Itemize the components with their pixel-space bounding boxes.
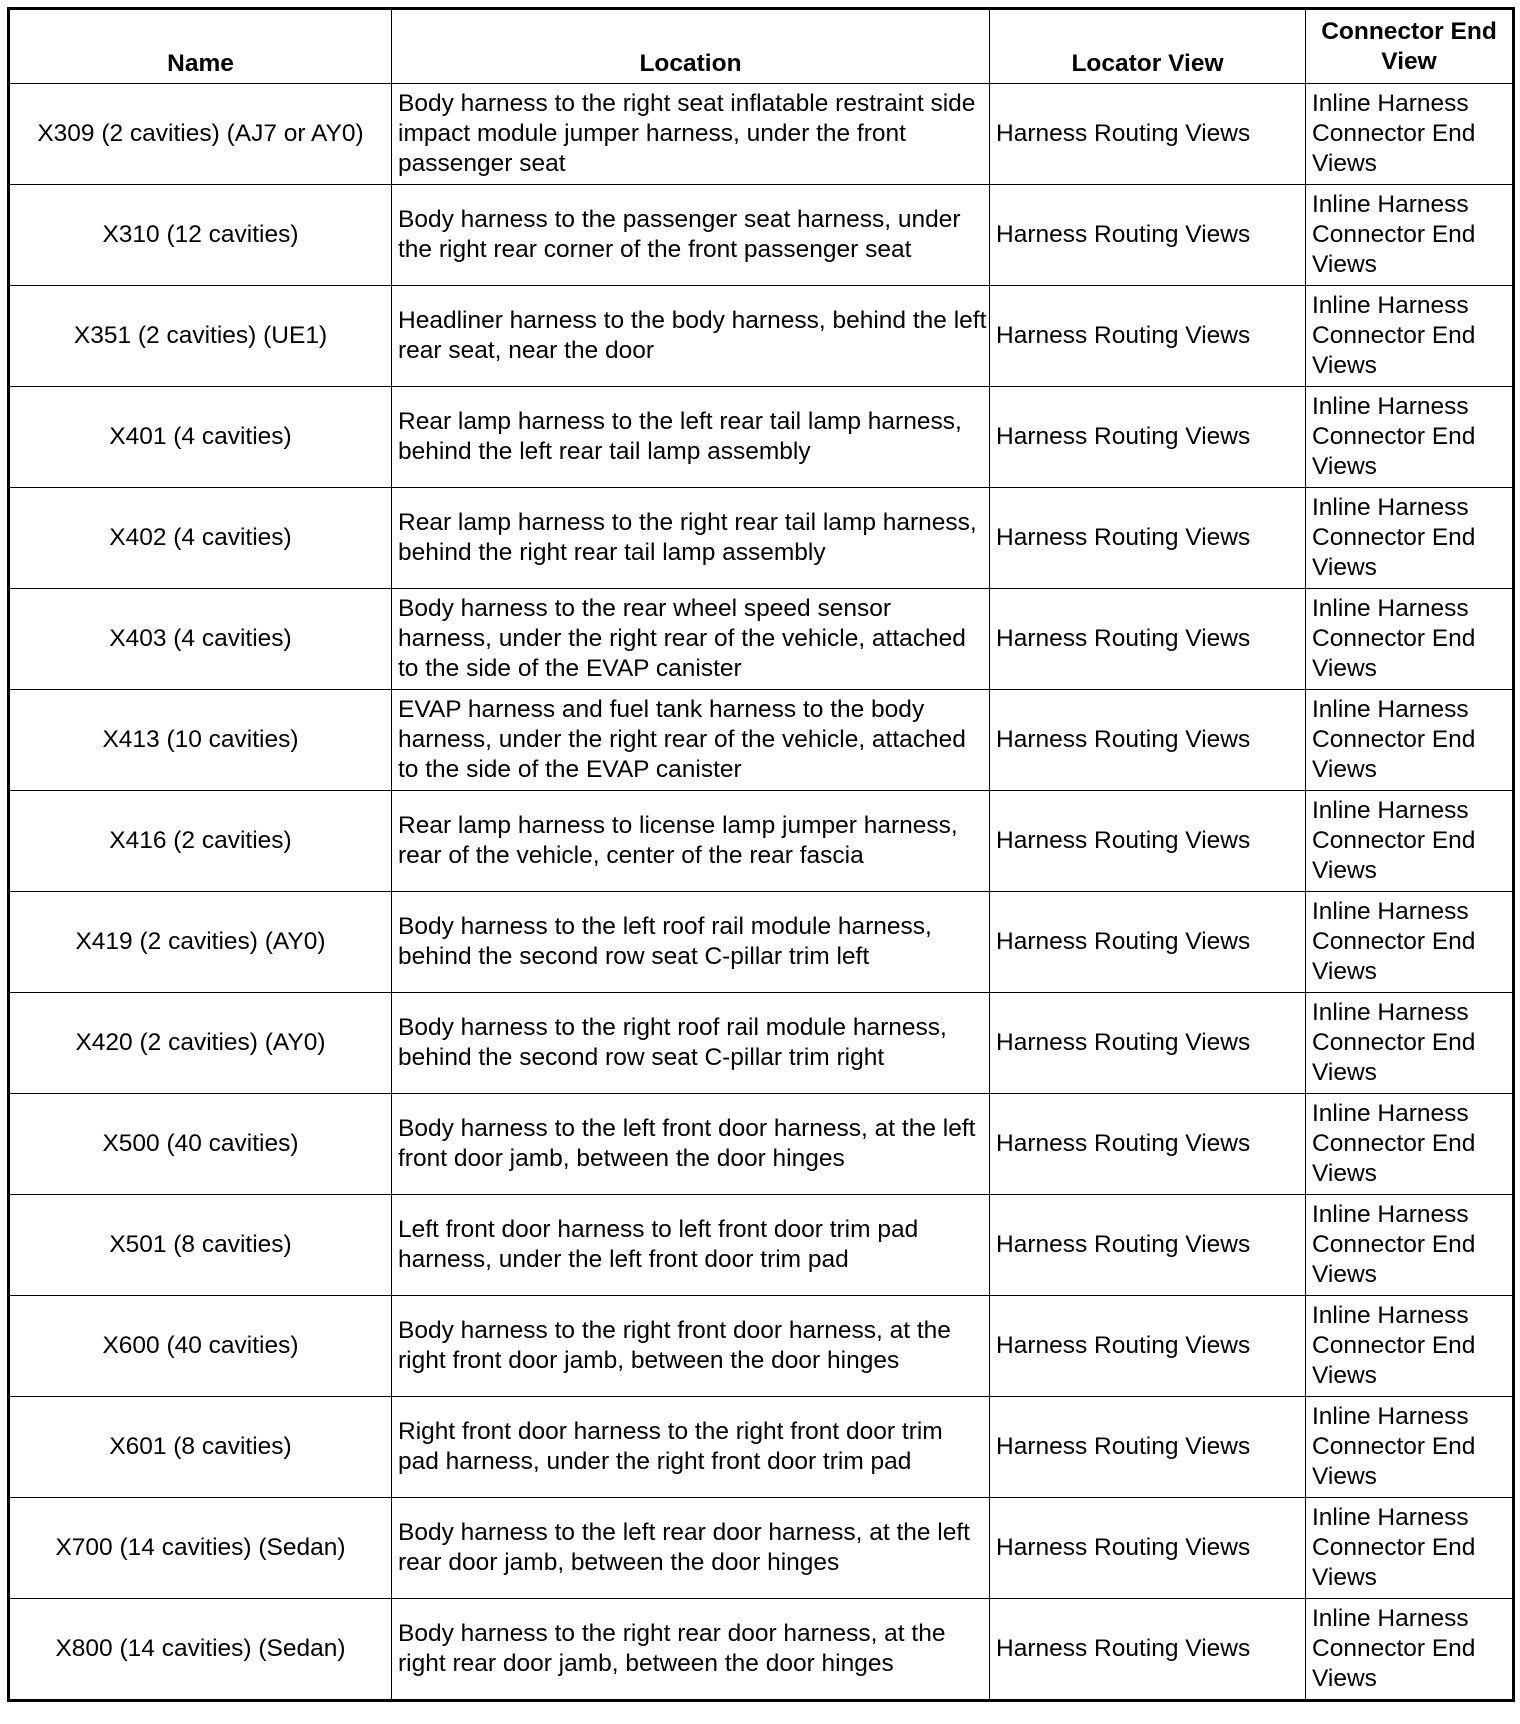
cell-location: Body harness to the right roof rail module harness, behind the second row seat C-pillar trim right xyxy=(392,993,990,1094)
header-locator-view: Locator View xyxy=(990,9,1306,84)
cell-connector-end-view-link[interactable]: Inline Harness Connector End Views xyxy=(1306,589,1514,690)
cell-location: Body harness to the left rear door harness, at the left rear door jamb, between the door hinges xyxy=(392,1498,990,1599)
cell-location: Rear lamp harness to the right rear tail lamp harness, behind the right rear tail lamp assembly xyxy=(392,488,990,589)
cell-connector-end-view-link[interactable]: Inline Harness Connector End Views xyxy=(1306,1498,1514,1599)
table-row xyxy=(9,84,1514,185)
cell-name: X601 (8 cavities) xyxy=(9,1397,392,1498)
cell-connector-end-view-link[interactable]: Inline Harness Connector End Views xyxy=(1306,1599,1514,1701)
cell-locator-view-link[interactable]: Harness Routing Views xyxy=(990,1599,1306,1701)
cell-locator-view-link[interactable]: Harness Routing Views xyxy=(990,488,1306,589)
table-row xyxy=(9,1397,1514,1498)
cell-locator-view-link[interactable]: Harness Routing Views xyxy=(990,993,1306,1094)
cell-locator-view-link[interactable]: Harness Routing Views xyxy=(990,1296,1306,1397)
cell-name: X420 (2 cavities) (AY0) xyxy=(9,993,392,1094)
table-body xyxy=(9,84,1514,1701)
table-row xyxy=(9,1296,1514,1397)
cell-locator-view-link[interactable]: Harness Routing Views xyxy=(990,690,1306,791)
cell-name: X401 (4 cavities) xyxy=(9,387,392,488)
cell-locator-view-link[interactable]: Harness Routing Views xyxy=(990,1397,1306,1498)
cell-location: Body harness to the left roof rail module harness, behind the second row seat C-pillar trim left xyxy=(392,892,990,993)
cell-locator-view-link[interactable]: Harness Routing Views xyxy=(990,185,1306,286)
cell-name: X309 (2 cavities) (AJ7 or AY0) xyxy=(9,84,392,185)
cell-location: Left front door harness to left front door trim pad harness, under the left front door trim pad xyxy=(392,1195,990,1296)
cell-locator-view-link[interactable]: Harness Routing Views xyxy=(990,286,1306,387)
cell-location: Rear lamp harness to the left rear tail lamp harness, behind the left rear tail lamp assembly xyxy=(392,387,990,488)
cell-location: Body harness to the right seat inflatable restraint side impact module jumper harness, under the front passenger seat xyxy=(392,84,990,185)
cell-connector-end-view-link[interactable]: Inline Harness Connector End Views xyxy=(1306,1296,1514,1397)
cell-name: X600 (40 cavities) xyxy=(9,1296,392,1397)
cell-locator-view-link[interactable]: Harness Routing Views xyxy=(990,84,1306,185)
table-row xyxy=(9,387,1514,488)
cell-location: Body harness to the rear wheel speed sensor harness, under the right rear of the vehicle, attached to the side of the EVAP canister xyxy=(392,589,990,690)
cell-name: X413 (10 cavities) xyxy=(9,690,392,791)
cell-name: X310 (12 cavities) xyxy=(9,185,392,286)
table-row xyxy=(9,1195,1514,1296)
cell-name: X500 (40 cavities) xyxy=(9,1094,392,1195)
table-row xyxy=(9,1094,1514,1195)
connector-table xyxy=(7,7,1515,1702)
cell-location: EVAP harness and fuel tank harness to the body harness, under the right rear of the vehicle, attached to the side of the EVAP canister xyxy=(392,690,990,791)
cell-location: Right front door harness to the right front door trim pad harness, under the right front door trim pad xyxy=(392,1397,990,1498)
cell-locator-view-link[interactable]: Harness Routing Views xyxy=(990,1498,1306,1599)
table-row xyxy=(9,488,1514,589)
cell-name: X402 (4 cavities) xyxy=(9,488,392,589)
table-row xyxy=(9,892,1514,993)
cell-location: Body harness to the right front door harness, at the right front door jamb, between the door hinges xyxy=(392,1296,990,1397)
table-row xyxy=(9,993,1514,1094)
cell-connector-end-view-link[interactable]: Inline Harness Connector End Views xyxy=(1306,185,1514,286)
cell-location: Body harness to the passenger seat harness, under the right rear corner of the front passenger seat xyxy=(392,185,990,286)
table-row xyxy=(9,286,1514,387)
table-row xyxy=(9,589,1514,690)
cell-location: Headliner harness to the body harness, behind the left rear seat, near the door xyxy=(392,286,990,387)
header-location: Location xyxy=(392,9,990,84)
header-connector-end-view: Connector End View xyxy=(1306,9,1514,84)
cell-connector-end-view-link[interactable]: Inline Harness Connector End Views xyxy=(1306,791,1514,892)
cell-locator-view-link[interactable]: Harness Routing Views xyxy=(990,387,1306,488)
cell-connector-end-view-link[interactable]: Inline Harness Connector End Views xyxy=(1306,1195,1514,1296)
cell-location: Rear lamp harness to license lamp jumper harness, rear of the vehicle, center of the rear fascia xyxy=(392,791,990,892)
table-row xyxy=(9,1599,1514,1701)
cell-connector-end-view-link[interactable]: Inline Harness Connector End Views xyxy=(1306,488,1514,589)
cell-connector-end-view-link[interactable]: Inline Harness Connector End Views xyxy=(1306,993,1514,1094)
cell-name: X700 (14 cavities) (Sedan) xyxy=(9,1498,392,1599)
cell-location: Body harness to the right rear door harness, at the right rear door jamb, between the door hinges xyxy=(392,1599,990,1701)
cell-connector-end-view-link[interactable]: Inline Harness Connector End Views xyxy=(1306,1094,1514,1195)
cell-location: Body harness to the left front door harness, at the left front door jamb, between the door hinges xyxy=(392,1094,990,1195)
cell-connector-end-view-link[interactable]: Inline Harness Connector End Views xyxy=(1306,286,1514,387)
table-row xyxy=(9,185,1514,286)
cell-locator-view-link[interactable]: Harness Routing Views xyxy=(990,1094,1306,1195)
cell-locator-view-link[interactable]: Harness Routing Views xyxy=(990,1195,1306,1296)
cell-name: X351 (2 cavities) (UE1) xyxy=(9,286,392,387)
cell-connector-end-view-link[interactable]: Inline Harness Connector End Views xyxy=(1306,892,1514,993)
cell-name: X800 (14 cavities) (Sedan) xyxy=(9,1599,392,1701)
table-row xyxy=(9,791,1514,892)
cell-connector-end-view-link[interactable]: Inline Harness Connector End Views xyxy=(1306,84,1514,185)
cell-locator-view-link[interactable]: Harness Routing Views xyxy=(990,791,1306,892)
cell-locator-view-link[interactable]: Harness Routing Views xyxy=(990,892,1306,993)
cell-connector-end-view-link[interactable]: Inline Harness Connector End Views xyxy=(1306,1397,1514,1498)
connector-table-container xyxy=(7,7,1512,1702)
cell-name: X403 (4 cavities) xyxy=(9,589,392,690)
cell-name: X416 (2 cavities) xyxy=(9,791,392,892)
cell-name: X501 (8 cavities) xyxy=(9,1195,392,1296)
table-row xyxy=(9,1498,1514,1599)
table-row xyxy=(9,690,1514,791)
cell-connector-end-view-link[interactable]: Inline Harness Connector End Views xyxy=(1306,690,1514,791)
table-header-row xyxy=(9,9,1514,84)
cell-connector-end-view-link[interactable]: Inline Harness Connector End Views xyxy=(1306,387,1514,488)
cell-locator-view-link[interactable]: Harness Routing Views xyxy=(990,589,1306,690)
header-name: Name xyxy=(9,9,392,84)
cell-name: X419 (2 cavities) (AY0) xyxy=(9,892,392,993)
